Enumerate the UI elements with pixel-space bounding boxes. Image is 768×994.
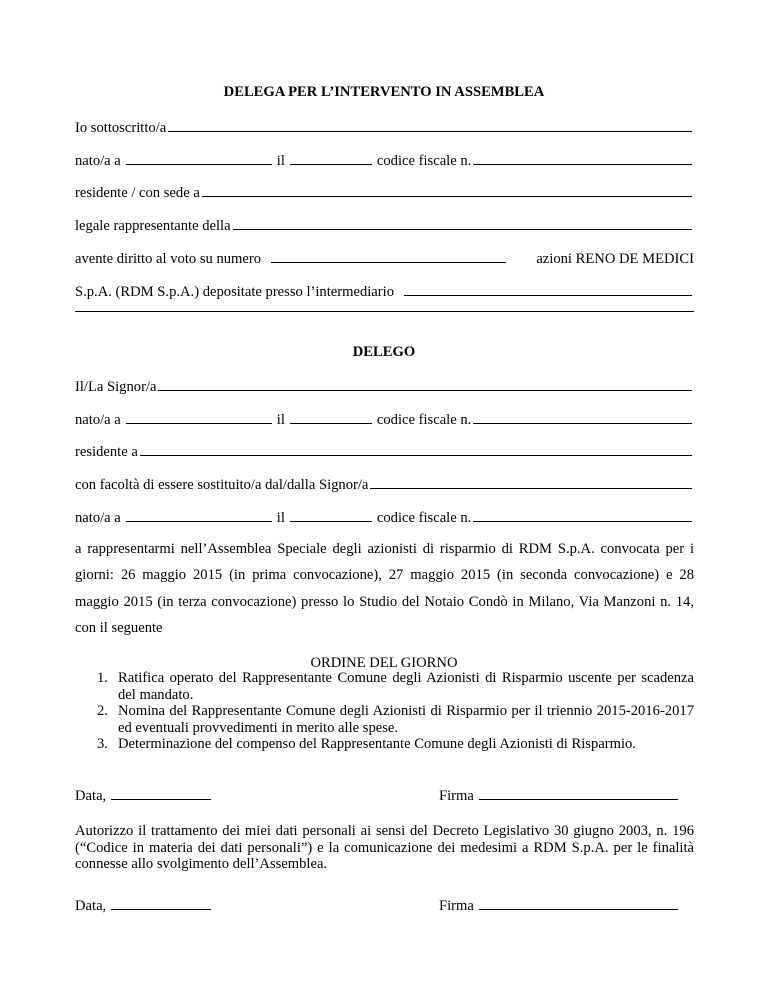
firma-label: Firma <box>439 898 474 914</box>
document-title: DELEGA PER L’INTERVENTO IN ASSEMBLEA <box>223 84 545 100</box>
date-field[interactable] <box>111 895 211 910</box>
agenda-item-number: 1. <box>97 670 108 686</box>
residence-field[interactable] <box>202 182 692 197</box>
residente-label: residente a <box>75 444 138 460</box>
birthdate-field[interactable] <box>290 150 372 165</box>
intermediary-row <box>75 281 694 301</box>
residence-row-2 <box>75 441 694 461</box>
shares-row <box>75 248 694 268</box>
agenda-item <box>75 736 694 753</box>
delego-heading: DELEGO <box>352 344 416 360</box>
con-facolta-label: con facoltà di essere sostituito/a dal/dalla Signor/a <box>75 477 369 493</box>
birth-row-1 <box>75 150 694 170</box>
depositate-label: S.p.A. (RDM S.p.A.) depositate presso l’intermediario <box>75 284 394 300</box>
substitute-codice-fiscale-field[interactable] <box>473 507 692 522</box>
date-signature-2 <box>75 895 216 915</box>
birth-row-2 <box>75 409 694 429</box>
sottoscritto-field[interactable] <box>168 117 692 132</box>
nato-label: nato/a a <box>75 412 121 428</box>
firma-signature-1 <box>439 785 683 805</box>
codice-fiscale-field[interactable] <box>473 150 692 165</box>
azioni-label: azioni RENO DE MEDICI <box>536 251 694 267</box>
signature-field[interactable] <box>479 895 678 910</box>
intermediary-field[interactable] <box>404 281 692 296</box>
signor-label: Il/La Signor/a <box>75 379 157 395</box>
privacy-paragraph: Autorizzo il trattamento dei miei dati personali ai sensi del Decreto Legislativo 30 giugno 2003, n. 196 (“Codice in materia dei dati personali”) e la comunicazione dei medesimi a RDM S.p.A. per le finalità connesse allo svolgimento dell’Assemblea. <box>75 823 694 872</box>
data-label: Data, <box>75 898 107 914</box>
delegate-codice-fiscale-field[interactable] <box>473 409 692 424</box>
data-label: Data, <box>75 788 107 804</box>
codice-fiscale-label: codice fiscale n. <box>376 510 472 526</box>
il-label: il <box>276 412 285 428</box>
nato-label: nato/a a <box>75 510 121 526</box>
intermediary-field-continuation[interactable] <box>75 311 694 312</box>
firma-signature-2 <box>439 895 683 915</box>
delegate-name-row <box>75 376 694 396</box>
signature-field[interactable] <box>479 785 678 800</box>
sottoscritto-label: Io sottoscritto/a <box>75 120 167 136</box>
legal-rep-field[interactable] <box>233 215 692 230</box>
firma-label: Firma <box>439 788 474 804</box>
delegate-birthdate-field[interactable] <box>290 409 372 424</box>
substitute-birthdate-field[interactable] <box>290 507 372 522</box>
agenda-item-number: 3. <box>97 736 108 752</box>
legal-rep-row <box>75 215 694 235</box>
agenda-item-text: Ratifica operato del Rappresentante Comune degli Azionisti di Risparmio uscente per scadenza del mandato. <box>118 670 694 703</box>
agenda-item <box>75 670 694 703</box>
rappresentarmi-paragraph: a rappresentarmi nell’Assemblea Speciale degli azionisti di risparmio di RDM S.p.A. convocata per i giorni: 26 maggio 2015 (in prima convocazione), 27 maggio 2015 (in seconda convocazione) e 28 maggio 2015 (in terza convocazione) presso lo Studio del Notaio Condò in Milano, Via Manzoni n. 14, con il seguente <box>75 541 694 636</box>
agenda-item-number: 2. <box>97 703 108 719</box>
il-label: il <box>276 510 285 526</box>
agenda-list <box>75 670 694 753</box>
residente-sede-label: residente / con sede a <box>75 185 200 201</box>
substitute-birthplace-field[interactable] <box>126 507 272 522</box>
delegate-name-field[interactable] <box>158 376 692 391</box>
birthplace-field[interactable] <box>126 150 272 165</box>
ordine-heading: ORDINE DEL GIORNO <box>310 655 458 671</box>
shares-count-field[interactable] <box>271 248 506 263</box>
codice-fiscale-label: codice fiscale n. <box>376 153 472 169</box>
nato-label: nato/a a <box>75 153 121 169</box>
codice-fiscale-label: codice fiscale n. <box>376 412 472 428</box>
il-label: il <box>276 153 285 169</box>
residence-row-1 <box>75 182 694 202</box>
agenda-item-text: Nomina del Rappresentante Comune degli Azionisti di Risparmio per il triennio 2015-2016-2017 ed eventuali provvedimenti in merito alle spese. <box>118 703 694 736</box>
delegate-birthplace-field[interactable] <box>126 409 272 424</box>
substitute-row <box>75 474 694 494</box>
legale-rappresentante-label: legale rappresentante della <box>75 218 231 234</box>
sottoscritto-row <box>75 117 694 137</box>
date-field[interactable] <box>111 785 211 800</box>
agenda-item <box>75 703 694 736</box>
delegate-residence-field[interactable] <box>140 441 692 456</box>
birth-row-3 <box>75 507 694 527</box>
substitute-name-field[interactable] <box>370 474 692 489</box>
agenda-item-text: Determinazione del compenso del Rappresentante Comune degli Azionisti di Risparmio. <box>118 736 636 752</box>
date-signature-1 <box>75 785 216 805</box>
avente-diritto-label: avente diritto al voto su numero <box>75 251 262 267</box>
